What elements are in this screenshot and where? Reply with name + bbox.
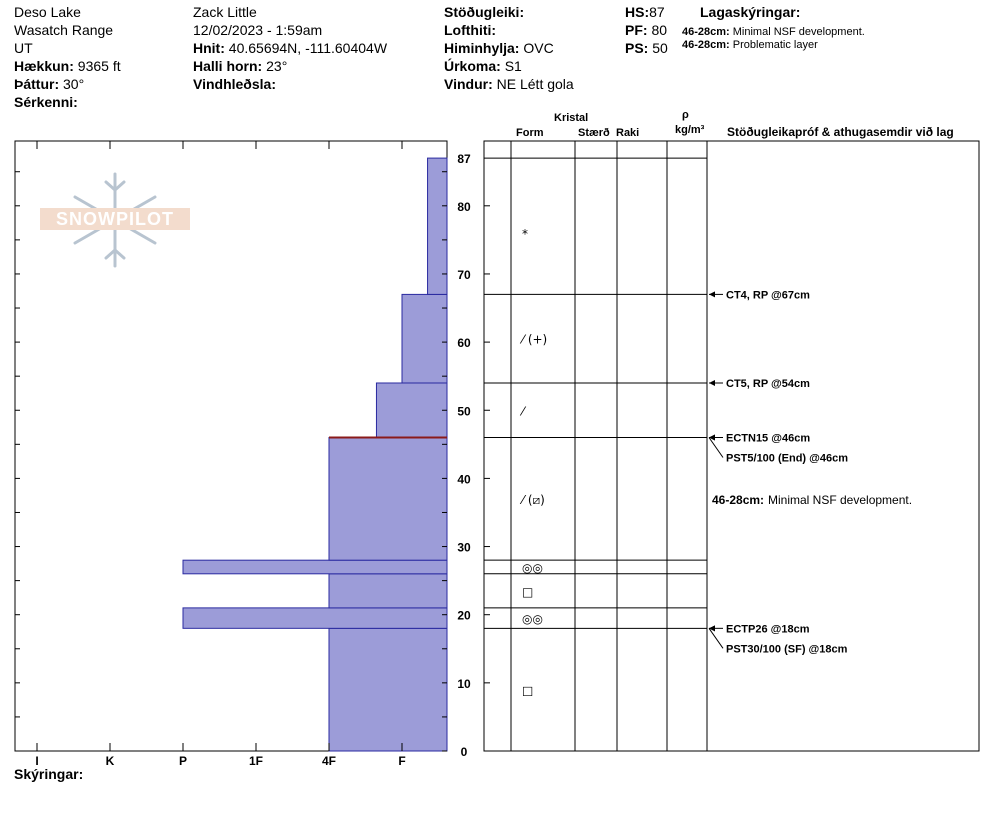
layer-note-2: 46-28cm: Problematic layer: [682, 39, 818, 51]
stability-test-label: PST5/100 (End) @46cm: [726, 452, 848, 465]
hardness-bar: [376, 383, 447, 438]
size-header: Stærð: [578, 127, 610, 139]
observer: Zack Little: [193, 4, 257, 20]
moisture-header: Raki: [616, 127, 640, 139]
crystal-header: Kristal: [554, 112, 589, 124]
y-tick-label: 30: [457, 540, 471, 555]
grain-form-symbol: ◎◎: [522, 560, 543, 575]
slope-angle: Halli horn: 23°: [193, 58, 288, 74]
grain-form-symbol: ⁄ (+): [522, 332, 548, 347]
x-tick-label: F: [398, 754, 406, 768]
x-tick-label: P: [178, 754, 188, 768]
test-arrow-line: [709, 628, 723, 648]
location: Deso Lake: [14, 4, 81, 20]
legend-label: Skýringar:: [14, 766, 84, 782]
stability-label: Stöðugleiki:: [444, 4, 525, 20]
x-tick-label: K: [105, 754, 115, 768]
density-unit: kg/m³: [675, 124, 705, 136]
hardness-bar: [402, 294, 447, 383]
mountain-range: Wasatch Range: [14, 22, 114, 38]
layer-notes-title: Lagaskýringar:: [700, 4, 801, 20]
grain-form-symbol: □: [522, 584, 534, 599]
grain-form-symbol: ◎◎: [522, 612, 543, 627]
test-arrow-head: [709, 291, 715, 297]
y-tick-label: 10: [457, 676, 471, 691]
y-tick-label: 0: [460, 745, 468, 759]
hardness-bar: [329, 574, 447, 608]
test-arrow-head: [709, 380, 715, 386]
grain-form-symbol: ⁄: [522, 404, 525, 419]
test-arrow-line: [709, 438, 723, 458]
wind-loading-label: Vindhleðsla:: [193, 76, 276, 92]
x-tick-label: 1F: [248, 754, 264, 768]
y-tick-label: 60: [457, 336, 471, 351]
coordinates: Hnit: 40.65694N, -111.60404W: [193, 40, 388, 56]
hardness-bar: [329, 628, 447, 751]
snow-height: HS:87: [625, 4, 665, 20]
comment-range: 46-28cm:: [712, 492, 765, 507]
aspect: Þáttur: 30°: [14, 76, 85, 92]
form-header: Form: [516, 127, 544, 139]
stability-test-label: PST30/100 (SF) @18cm: [726, 643, 848, 656]
x-tick-label: 4F: [321, 754, 337, 768]
hardness-bar: [183, 560, 447, 574]
y-tick-label: 70: [457, 267, 471, 282]
y-tick-label: 20: [457, 608, 471, 623]
stability-test-label: CT4, RP @67cm: [726, 289, 810, 302]
grain-form-symbol: □: [522, 683, 534, 698]
grain-form-symbol: *: [522, 227, 528, 242]
stability-test-label: ECTN15 @46cm: [726, 432, 811, 445]
logo-text: SNOWPILOT: [40, 208, 190, 230]
elevation: Hækkun: 9365 ft: [14, 58, 121, 74]
sky-cover: Himinhylja: OVC: [444, 40, 554, 56]
stability-test-label: ECTP26 @18cm: [726, 623, 810, 636]
hardness-bar: [183, 608, 447, 628]
rho-header: ρ: [682, 109, 689, 121]
y-tick-label: 40: [457, 472, 471, 487]
stability-test-label: CT5, RP @54cm: [726, 377, 810, 390]
pit-depth: PF: 80: [625, 22, 668, 38]
y-tick-label: 80: [457, 199, 471, 214]
wind: Vindur: NE Létt gola: [444, 76, 574, 92]
precipitation: Úrkoma: S1: [444, 58, 522, 74]
features-label: Sérkenni:: [14, 94, 78, 110]
hardness-bar: [329, 438, 447, 561]
tests-header: Stöðugleikapróf & athugasemdir við lag: [727, 125, 954, 139]
y-tick-label: 87: [457, 152, 471, 167]
comment-text: Minimal NSF development.: [768, 492, 913, 507]
ps-value: PS: 50: [625, 40, 668, 56]
x-tick-label: I: [35, 754, 39, 768]
state: UT: [14, 40, 33, 56]
grain-form-symbol: ⁄ (⧄): [522, 492, 545, 507]
datetime: 12/02/2023 - 1:59am: [193, 22, 323, 38]
air-temp-label: Lofthiti:: [444, 22, 497, 38]
y-tick-label: 50: [457, 404, 471, 419]
layer-table-frame: [484, 141, 979, 751]
layer-note-1: 46-28cm: Minimal NSF development.: [682, 26, 865, 38]
